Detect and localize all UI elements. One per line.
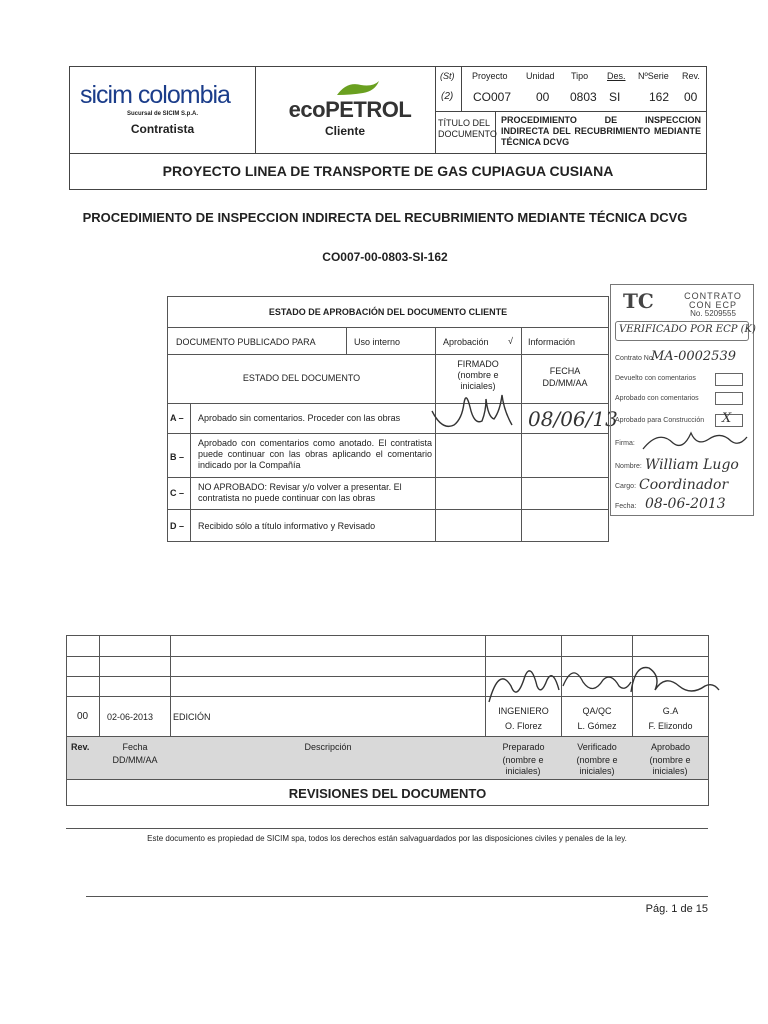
informacion-label: Información (528, 337, 576, 347)
stamp-fecha-label: Fecha: (615, 503, 637, 510)
code-label-proyecto: Proyecto (472, 71, 508, 81)
published-for: DOCUMENTO PUBLICADO PARA (176, 337, 316, 347)
stamp-devuelto: Devuelto con comentarios (615, 375, 696, 382)
code-label-serie: NºSerie (638, 71, 669, 81)
revisions-title: REVISIONES DEL DOCUMENTO (288, 786, 487, 801)
stamp-logo: TC (623, 289, 654, 313)
stamp-aprobado-com: Aprobado con comentarios (615, 395, 699, 402)
stamp-cargo-value: Coordinador (639, 477, 729, 493)
code-label-unidad: Unidad (526, 71, 555, 81)
row-b-code: B – (170, 452, 185, 462)
aprobacion-label: Aprobación (443, 337, 489, 347)
code-value-tipo: 0803 (570, 90, 597, 104)
footer-rule-bottom (86, 896, 708, 897)
header-fecha: Fecha (122, 742, 148, 752)
stamp-aprobado-constr: Aprobado para Construcción (615, 417, 705, 424)
ecp-stamp (610, 284, 754, 516)
header-verif: Verificado (577, 742, 617, 752)
revision-signatures (485, 656, 721, 708)
header-desc: Descripción (304, 742, 352, 752)
client-cell (255, 67, 436, 153)
main-title: PROCEDIMIENTO DE INSPECCION INDIRECTA DEL RECUBRIMIENTO MEDIANTE TÉCNICA DCVG (82, 210, 688, 225)
row-d-text: Recibido sólo a título informativo y Revisado (198, 521, 376, 531)
rev-value: 00 (77, 711, 89, 722)
code-value-unidad: 00 (536, 90, 550, 104)
rev-fecha-value: 02-06-2013 (107, 712, 154, 722)
stamp-nombre-label: Nombre: (615, 463, 642, 470)
approval-signature (426, 381, 518, 441)
code-value-proyecto: CO007 (473, 90, 512, 104)
stamp-contrato-value: MA-0002539 (651, 349, 736, 364)
client-label: Cliente (324, 124, 365, 138)
row-a-code: A – (170, 413, 184, 423)
checkbox-devuelto (715, 373, 743, 386)
code-value-st: (2) (441, 91, 454, 102)
header-rev: Rev. (71, 742, 90, 752)
estado-documento: ESTADO DEL DOCUMENTO (242, 373, 361, 383)
stamp-fecha-value: 08-06-2013 (645, 496, 726, 512)
footer-notice: Este documento es propiedad de SICIM spa, todos los derechos están salvaguardados por las disposiciones civiles y penales de la ley. (147, 834, 627, 843)
stamp-cargo-label: Cargo: (615, 483, 637, 490)
approval-hand-date: 08/06/13 (528, 407, 618, 431)
company-sub: Sucursal de SICIM S.p.A. (126, 111, 198, 117)
stamp-line2: CON ECP (688, 300, 737, 310)
row-d-code: D – (170, 521, 185, 531)
stamp-mark: X (722, 411, 732, 426)
code-value-serie: 162 (649, 90, 670, 104)
header-fecha-sub: DD/MM/AA (112, 755, 158, 765)
stamp-verified: VERIFICADO POR ECP (K) (619, 324, 756, 335)
row-c-code: C – (170, 488, 185, 498)
stamp-nombre-value: William Lugo (645, 457, 739, 473)
stamp-firma-label: Firma: (615, 440, 635, 447)
doc-title: PROCEDIMIENTO DE INSPECCION INDIRECTA DEL RECUBRIMIENTO MEDIANTE TÉCNICA DCVG (501, 115, 701, 147)
row-b-text: Aprobado con comentarios como anotado. El contratista puede continuar con las obras aplicando el comentario indicado por la Compañía (198, 438, 432, 470)
header-verif-sub: (nombre e iniciales) (576, 755, 618, 776)
aprobacion-check: √ (508, 336, 513, 346)
code-label-tipo: Tipo (571, 71, 589, 81)
code-label-st: (St) (440, 71, 455, 81)
aprob-role: G.A (662, 706, 679, 716)
approval-table (167, 296, 618, 542)
code-value-rev: 00 (684, 90, 698, 104)
prep-name: O. Florez (504, 721, 542, 731)
header-aprob: Aprobado (650, 742, 691, 752)
project-name: PROYECTO LINEA DE TRANSPORTE DE GAS CUPIAGUA CUSIANA (162, 163, 614, 179)
header-box (69, 66, 707, 190)
page-number: Pág. 1 de 15 (645, 903, 708, 915)
stamp-contrato-label: Contrato No. (615, 355, 655, 362)
aprob-name: F. Elizondo (648, 721, 693, 731)
doc-title-label: TÍTULO DEL DOCUMENTO (438, 118, 497, 139)
approval-heading: ESTADO DE APROBACIÓN DEL DOCUMENTO CLIENTE (268, 307, 508, 317)
contractor-label: Contratista (130, 122, 195, 136)
code-label-rev: Rev. (682, 71, 700, 81)
stamp-line3: No. 5209555 (690, 309, 736, 318)
checkbox-aprobado-com (715, 392, 743, 405)
uso-interno: Uso interno (354, 337, 401, 347)
contractor-cell (70, 67, 256, 153)
prep-role: INGENIERO (498, 706, 549, 716)
verif-name: L. Gómez (577, 721, 617, 731)
stamp-line1: CONTRATO (684, 291, 742, 301)
header-prep-sub: (nombre e iniciales) (502, 755, 544, 776)
revisions-table (66, 635, 709, 806)
ecopetrol-logo: ecoPETROL (288, 97, 412, 122)
firmado-label: FIRMADO (nombre e iniciales) (457, 359, 499, 391)
rev-desc-value: EDICIÓN (173, 712, 211, 722)
code-label-des: Des. (607, 71, 626, 81)
header-prep: Preparado (502, 742, 545, 752)
row-a-text: Aprobado sin comentarios. Proceder con las obras (198, 413, 401, 423)
footer-rule-top (66, 828, 708, 829)
iguana-icon (335, 77, 381, 99)
sicim-logo: sicim colombia (80, 81, 230, 109)
verif-role: QA/QC (582, 706, 612, 716)
code-value-des: SI (609, 90, 621, 104)
fecha-label: FECHA DD/MM/AA (542, 366, 588, 388)
doc-code: CO007-00-0803-SI-162 (322, 250, 448, 264)
header-aprob-sub: (nombre e iniciales) (649, 755, 691, 776)
stamp-signature (639, 425, 749, 455)
row-c-text: NO APROBADO: Revisar y/o volver a presentar. El contratista no puede continuar con las obras (198, 482, 402, 503)
